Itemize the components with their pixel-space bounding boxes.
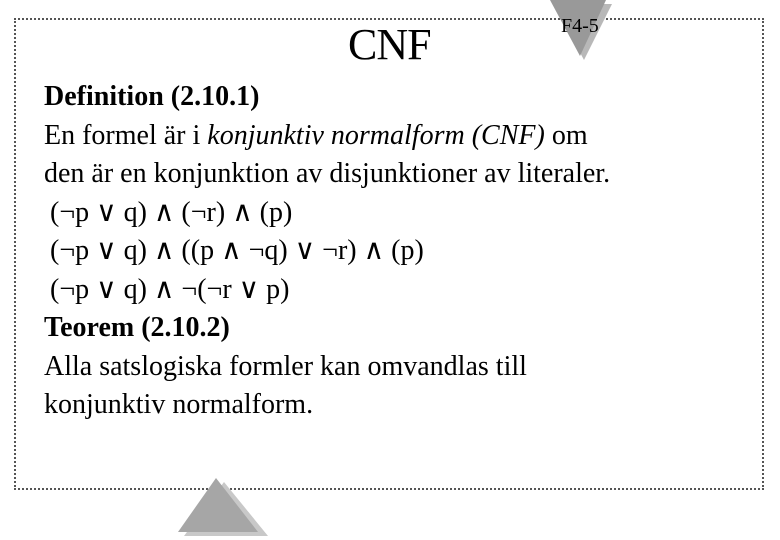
example-formula-3: (¬p ∨ q) ∧ ¬(¬r ∨ p) xyxy=(50,273,290,305)
triangle-decoration-bottom xyxy=(178,478,274,540)
theorem-heading: Teorem (2.10.2) xyxy=(44,312,230,343)
definition-text-line-2: den är en konjunktion av disjunktioner av literaler. xyxy=(44,158,611,189)
definition-text-line-1 xyxy=(44,117,610,156)
slide-code: F4-5 xyxy=(561,15,599,37)
theorem-text-line-2: konjunktiv normalform. xyxy=(44,389,314,420)
definition-term: konjunktiv normalform (CNF) xyxy=(207,119,545,151)
example-formula-1: (¬p ∨ q) ∧ (¬r) ∧ (p) xyxy=(50,196,293,228)
slide-body xyxy=(44,78,610,425)
definition-heading: Definition (2.10.1) xyxy=(44,81,260,112)
slide-title: CNF xyxy=(348,20,431,69)
example-formula-2: (¬p ∨ q) ∧ ((p ∧ ¬q) ∨ ¬r) ∧ (p) xyxy=(50,235,424,266)
definition-text-pre: En formel är i xyxy=(44,119,208,151)
theorem-text-line-1: Alla satslogiska formler kan omvandlas till xyxy=(44,350,527,382)
definition-text-post: om xyxy=(544,119,588,151)
